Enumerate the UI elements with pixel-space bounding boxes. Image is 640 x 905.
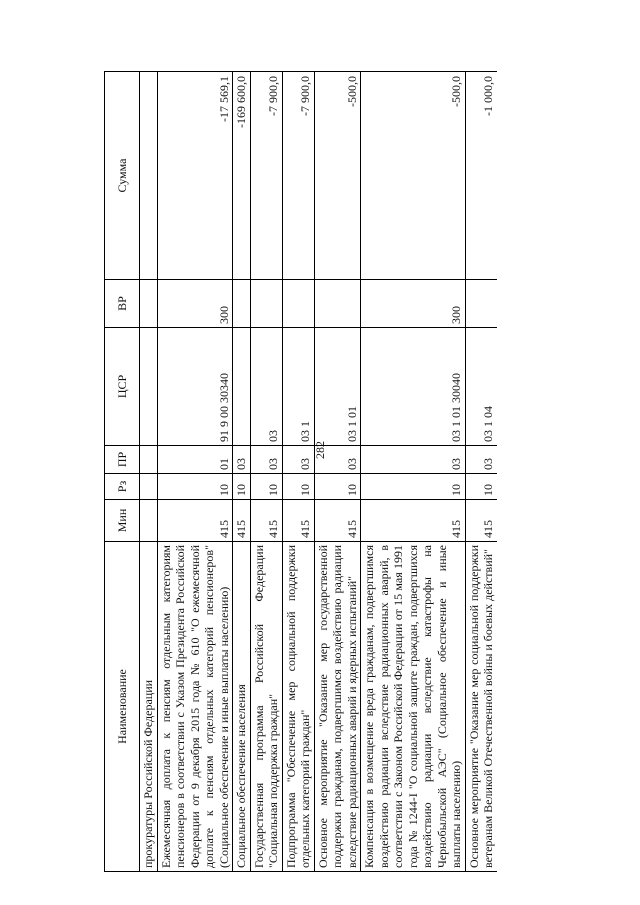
cell-min: 415 — [361, 500, 466, 542]
cell-pr: 03 — [361, 446, 466, 474]
cell-csr: 03 1 04 — [465, 328, 497, 446]
header-sum: Сумма — [105, 72, 140, 280]
cell-pr: 03 — [233, 446, 251, 474]
table-row — [465, 72, 497, 872]
header-row — [105, 72, 140, 872]
table-row — [140, 72, 158, 872]
cell-min: 415 — [465, 500, 497, 542]
cell-csr: 03 — [250, 328, 282, 446]
table-row — [314, 72, 361, 872]
cell-pr — [140, 446, 158, 474]
cell-sum — [140, 72, 158, 280]
table-row — [282, 72, 314, 872]
cell-rz: 10 — [157, 474, 233, 500]
cell-name: Подпрограмма "Обеспечение мер социальной поддержки отдельных категорий граждан" — [282, 542, 314, 872]
cell-rz — [140, 474, 158, 500]
table-row — [250, 72, 282, 872]
cell-rz: 10 — [465, 474, 497, 500]
cell-name: Государственная программа Российской Федерации "Социальная поддержка граждан" — [250, 542, 282, 872]
page-number: 282 — [313, 441, 327, 459]
cell-vr: 300 — [157, 280, 233, 328]
cell-rz: 10 — [233, 474, 251, 500]
cell-name: Основное мероприятие "Оказание мер социальной поддержки ветеранам Великой Отечественной войны и боевых действий" — [465, 542, 497, 872]
cell-csr: 03 1 01 — [314, 328, 361, 446]
cell-rz: 10 — [361, 474, 466, 500]
cell-sum: -500,0 — [314, 72, 361, 280]
cell-name: Ежемесячная доплата к пенсиям отдельным категориям пенсионеров в соответствии с Указом Президента Российской Федерации от 9 декабря 2015 года № 610 "О ежемесячной доплате к пенсиям отдельных категорий пенсионеров" (Социальное обеспечение и иные выплаты населению) — [157, 542, 233, 872]
cell-vr — [465, 280, 497, 328]
cell-name: Основное мероприятие "Оказание мер государственной поддержки гражданам, подвергшимся воздействию радиации вследствие радиационных аварий и ядерных испытаний" — [314, 542, 361, 872]
cell-pr: 01 — [157, 446, 233, 474]
cell-csr — [233, 328, 251, 446]
header-vr: ВР — [105, 280, 140, 328]
cell-pr: 03 — [314, 446, 361, 474]
cell-min: 415 — [282, 500, 314, 542]
header-name: Наименование — [105, 542, 140, 872]
cell-sum: -1 000,0 — [465, 72, 497, 280]
cell-pr: 03 — [465, 446, 497, 474]
budget-table-container — [104, 72, 601, 872]
cell-vr — [250, 280, 282, 328]
header-min: Мин — [105, 500, 140, 542]
cell-rz: 10 — [314, 474, 361, 500]
cell-min: 415 — [314, 500, 361, 542]
cell-vr: 300 — [361, 280, 466, 328]
header-rz: Рз — [105, 474, 140, 500]
cell-vr — [314, 280, 361, 328]
cell-sum: -7 900,0 — [250, 72, 282, 280]
cell-vr — [282, 280, 314, 328]
table-row — [361, 72, 466, 872]
table-row — [157, 72, 233, 872]
cell-sum: -7 900,0 — [282, 72, 314, 280]
cell-pr: 03 — [250, 446, 282, 474]
cell-sum: -500,0 — [361, 72, 466, 280]
cell-csr — [140, 328, 158, 446]
cell-min: 415 — [250, 500, 282, 542]
cell-min — [140, 500, 158, 542]
header-csr: ЦСР — [105, 328, 140, 446]
cell-rz: 10 — [250, 474, 282, 500]
cell-name: прокуратуры Российской Федерации — [140, 542, 158, 872]
cell-csr: 91 9 00 30340 — [157, 328, 233, 446]
cell-name: Социальное обеспечение населения — [233, 542, 251, 872]
table-row — [233, 72, 251, 872]
cell-min: 415 — [157, 500, 233, 542]
cell-name: Компенсация в возмещение вреда гражданам, подвергшимся воздействию радиации вследствие радиационных аварий, в соответствии с Законом Российской Федерации от 15 мая 1991 года № 1244-I "О социальной защите граждан, подвергшихся воздействию радиации вследствие катастрофы на Чернобыльской АЭС" (Социальное обеспечение и иные выплаты населению) — [361, 542, 466, 872]
cell-vr — [140, 280, 158, 328]
cell-sum: -17 569,1 — [157, 72, 233, 280]
cell-sum: -169 600,0 — [233, 72, 251, 280]
cell-csr: 03 1 — [282, 328, 314, 446]
cell-rz: 10 — [282, 474, 314, 500]
budget-table — [104, 71, 497, 872]
cell-pr: 03 — [282, 446, 314, 474]
cell-vr — [233, 280, 251, 328]
header-pr: ПР — [105, 446, 140, 474]
cell-min: 415 — [233, 500, 251, 542]
cell-csr: 03 1 01 30040 — [361, 328, 466, 446]
